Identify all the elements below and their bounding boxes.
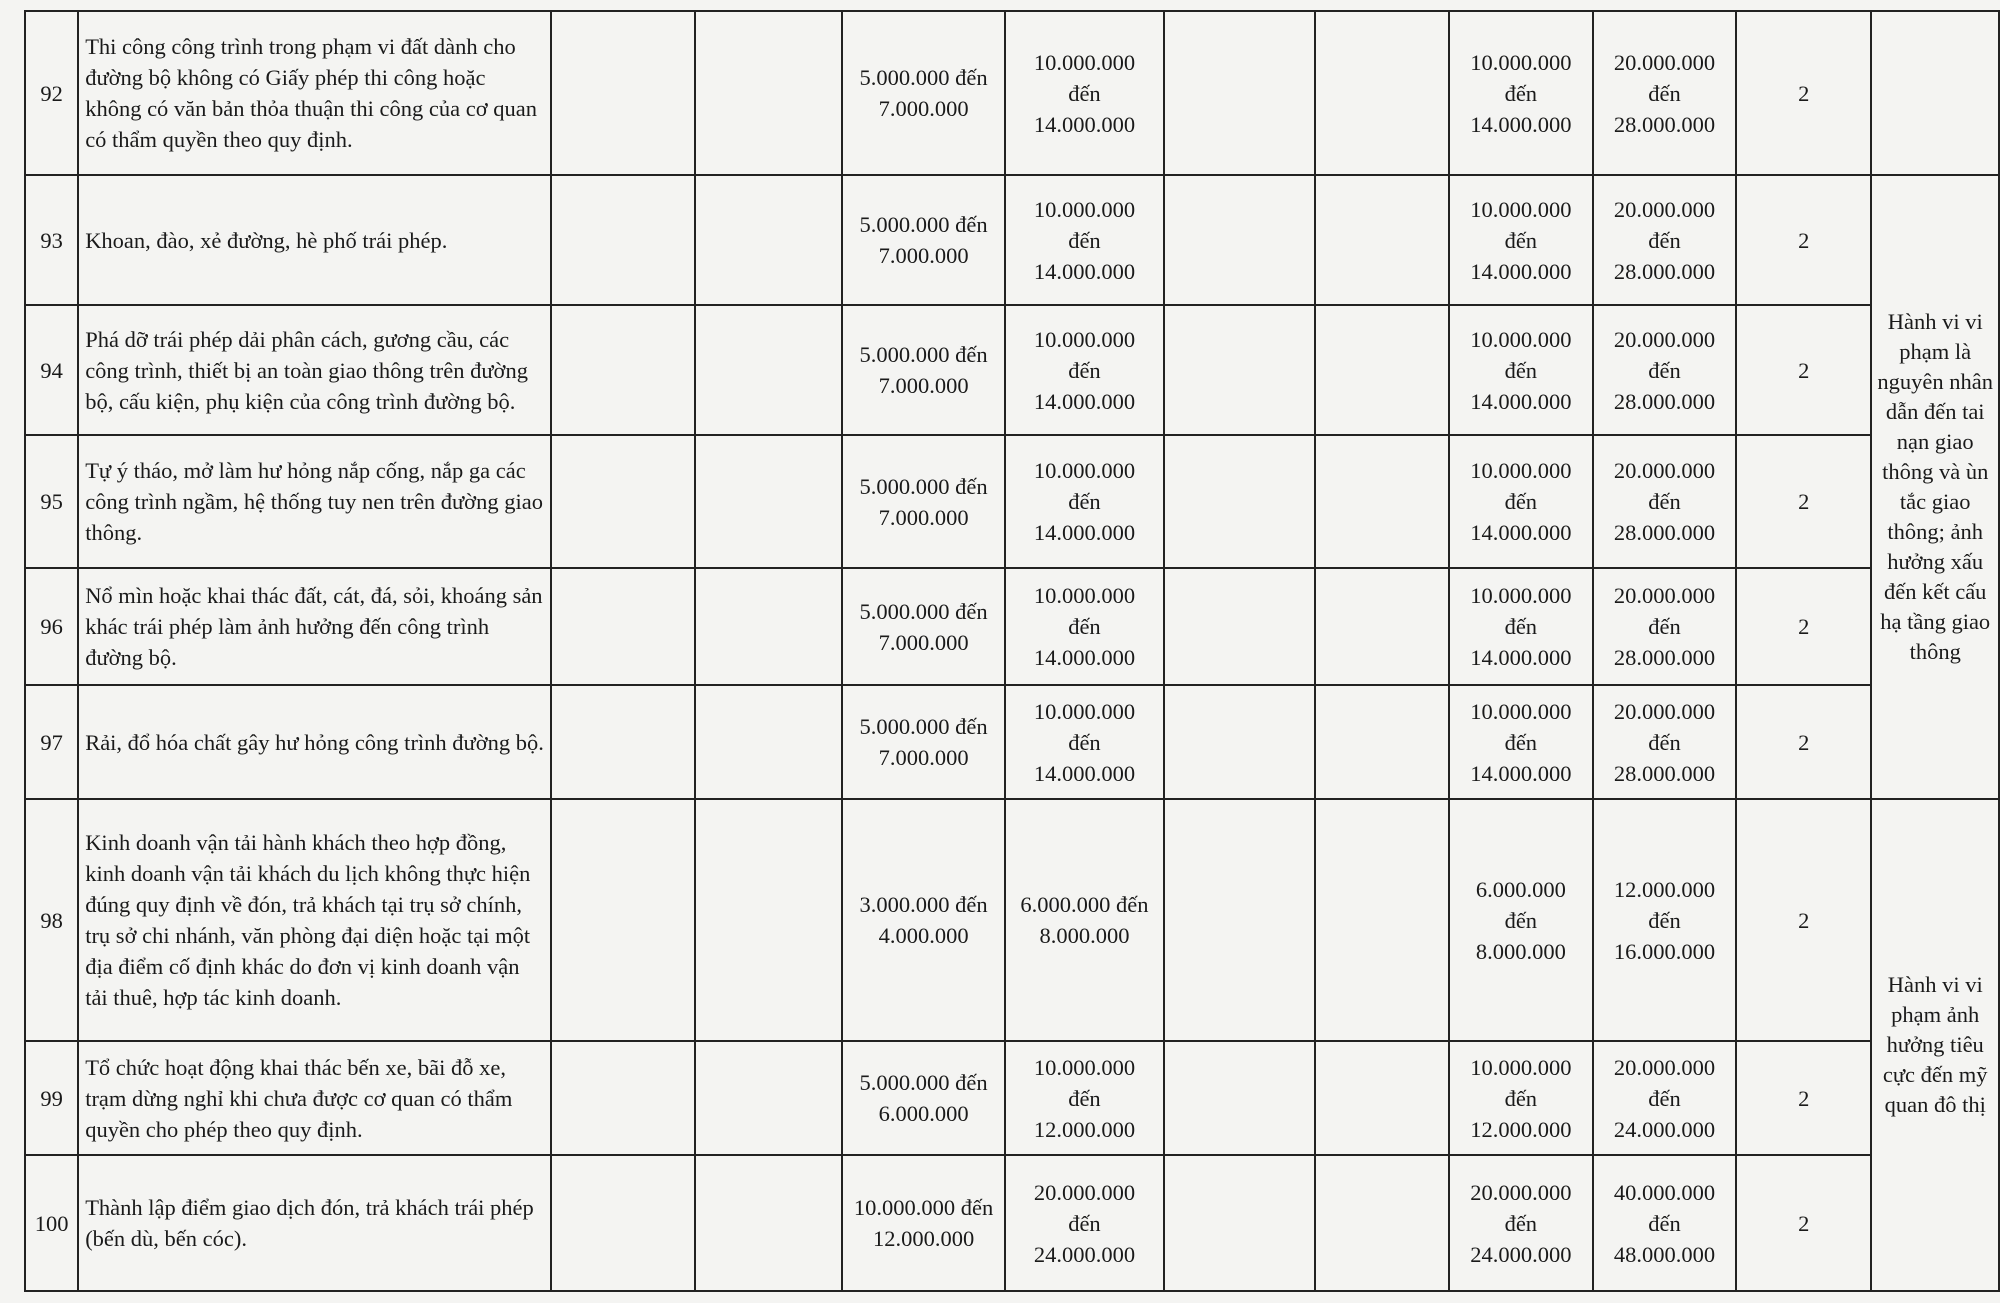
multiplier (1736, 435, 1871, 568)
cell-text: 14.000.000 (1470, 111, 1572, 137)
empty-cell (551, 685, 695, 799)
cell-text: 99 (40, 1085, 63, 1111)
fine-individual (842, 1155, 1005, 1291)
fine-organization-doubled (1593, 435, 1736, 568)
cell-text: 2 (1798, 227, 1810, 253)
row-number (25, 799, 78, 1041)
table-row (25, 11, 1999, 175)
cell-text: 20.000.000 (1613, 49, 1716, 75)
table-row (25, 1155, 1999, 1291)
table-row (25, 685, 1999, 799)
cell-text: 10.000.000 (1470, 458, 1572, 483)
cell-text: Kinh doanh vận tải hành khách theo hợp đồng, kinh doanh vận tải khách du lịch không thực hiện đúng quy định về đón, trả khách tại trụ sở chính, trụ sở chi nhánh, văn phòng đại diện hoặc tại một địa điểm cố định khác do đơn vị kinh doanh vận tải thuê, hợp tác kinh doanh. (85, 830, 531, 1010)
empty-cell (1315, 568, 1449, 685)
cell-text: đến (1648, 1085, 1681, 1111)
cell-text: 10.000.000 (1033, 583, 1136, 608)
table-row (25, 305, 1999, 435)
violation-description (78, 1155, 551, 1291)
fine-organization (1005, 568, 1163, 685)
cell-text: 12.000.000 (1033, 1116, 1136, 1142)
fine-individual (842, 435, 1005, 568)
fine-organization-doubled (1593, 568, 1736, 685)
cell-text: 10.000.000 (1033, 698, 1136, 724)
violation-description (78, 1041, 551, 1155)
fine-organization (1005, 175, 1163, 305)
row-number (25, 685, 78, 799)
row-number (25, 568, 78, 685)
cell-text: đến (1068, 729, 1101, 755)
cell-text: 48.000.000 (1613, 1241, 1716, 1267)
cell-text: 12.000.000 (1470, 1116, 1572, 1142)
fines-table (24, 10, 2000, 1292)
fine-individual (842, 1041, 1005, 1155)
fine-individual-doubled (1449, 1041, 1593, 1155)
cell-text: 20.000.000 (1613, 698, 1716, 724)
cell-text: 14.000.000 (1033, 388, 1136, 414)
cell-text: đến (1648, 227, 1681, 253)
empty-cell (1315, 799, 1449, 1041)
cell-text: Tổ chức hoạt động khai thác bến xe, bãi đỗ xe, trạm dừng nghỉ khi chưa được cơ quan có thẩm quyền cho phép theo quy định. (85, 1054, 513, 1142)
fine-organization-doubled (1593, 305, 1736, 435)
cell-text: 12.000.000 (1613, 876, 1716, 902)
empty-cell (1164, 799, 1315, 1041)
cell-text: đến (1648, 614, 1681, 639)
cell-text: 28.000.000 (1613, 111, 1716, 137)
cell-text: 16.000.000 (1613, 938, 1716, 964)
empty-cell (1164, 175, 1315, 305)
cell-text: 96 (40, 614, 63, 639)
group-note-2 (1871, 799, 1999, 1291)
table-row (25, 175, 1999, 305)
cell-text: 14.000.000 (1033, 760, 1136, 786)
empty-cell (1164, 1155, 1315, 1291)
table-row (25, 568, 1999, 685)
empty-cell (695, 1155, 842, 1291)
fine-individual (842, 305, 1005, 435)
cell-text: 8.000.000 (1039, 923, 1130, 948)
empty-cell (695, 685, 842, 799)
multiplier (1736, 305, 1871, 435)
fine-organization (1005, 305, 1163, 435)
cell-text: 28.000.000 (1613, 520, 1716, 545)
violation-description (78, 568, 551, 685)
cell-text: 5.000.000 đến 7.000.000 (859, 342, 988, 398)
cell-text: 2 (1798, 1210, 1810, 1236)
fine-organization-doubled (1593, 1041, 1736, 1155)
fine-individual-doubled (1449, 435, 1593, 568)
multiplier (1736, 11, 1871, 175)
cell-text: 14.000.000 (1033, 258, 1136, 284)
row-number (25, 175, 78, 305)
cell-text: 14.000.000 (1470, 388, 1572, 414)
cell-text: 95 (40, 489, 63, 514)
empty-cell (551, 435, 695, 568)
cell-text: 5.000.000 đến 7.000.000 (859, 65, 988, 121)
cell-text: 20.000.000 (1033, 1179, 1136, 1205)
cell-text: đến (1648, 357, 1681, 383)
cell-text: Thi công công trình trong phạm vi đất dành cho đường bộ không có Giấy phép thi công hoặc không có văn bản thỏa thuận thi công của cơ quan có thẩm quyền theo quy định. (85, 34, 537, 152)
cell-text: đến (1504, 907, 1538, 933)
table-row (25, 1041, 1999, 1155)
empty-cell (551, 799, 695, 1041)
cell-text: 2 (1798, 80, 1810, 106)
cell-text: 10.000.000 (1033, 1054, 1136, 1080)
fine-individual-doubled (1449, 1155, 1593, 1291)
empty-cell (1315, 685, 1449, 799)
cell-text: 3.000.000 đến 4.000.000 (859, 892, 988, 948)
cell-text: đến (1068, 1210, 1101, 1236)
fine-organization-doubled (1593, 175, 1736, 305)
cell-text: 10.000.000 (1470, 698, 1572, 724)
cell-text: đến (1504, 729, 1538, 755)
multiplier (1736, 1155, 1871, 1291)
cell-text: 10.000.000 (1470, 583, 1572, 608)
cell-text: 28.000.000 (1613, 258, 1716, 284)
cell-text: 6.000.000 đến (1020, 892, 1149, 917)
fine-organization (1005, 685, 1163, 799)
fine-individual-doubled (1449, 799, 1593, 1041)
cell-text: 28.000.000 (1613, 388, 1716, 414)
cell-text: 14.000.000 (1470, 258, 1572, 284)
multiplier (1736, 685, 1871, 799)
cell-text: 10.000.000 (1033, 196, 1136, 222)
cell-text: 20.000.000 (1613, 583, 1716, 608)
cell-text: 6.000.000 (1475, 876, 1566, 902)
cell-text: đến (1504, 1085, 1538, 1111)
cell-text: 10.000.000 (1470, 49, 1572, 75)
cell-text: 5.000.000 đến 7.000.000 (859, 714, 988, 770)
row-number (25, 1041, 78, 1155)
cell-text: đến (1504, 489, 1538, 514)
fine-organization (1005, 1155, 1163, 1291)
cell-text: 14.000.000 (1033, 111, 1136, 137)
cell-text: 10.000.000 (1033, 49, 1136, 75)
cell-text: 10.000.000 (1470, 326, 1572, 352)
cell-text: đến (1504, 80, 1538, 106)
cell-text: 2 (1798, 357, 1810, 383)
empty-cell (695, 305, 842, 435)
fine-organization (1005, 1041, 1163, 1155)
multiplier (1736, 799, 1871, 1041)
fine-individual-doubled (1449, 305, 1593, 435)
cell-text: 20.000.000 (1470, 1179, 1572, 1205)
cell-text: đến (1068, 80, 1101, 106)
cell-text: 8.000.000 (1475, 938, 1566, 964)
cell-text: 20.000.000 (1613, 458, 1716, 483)
cell-text: đến (1648, 729, 1681, 755)
cell-text: 10.000.000 (1033, 458, 1136, 483)
cell-text: 92 (40, 80, 63, 106)
cell-text: Nổ mìn hoặc khai thác đất, cát, đá, sỏi, khoáng sản khác trái phép làm ảnh hưởng đến công trình đường bộ. (85, 583, 543, 670)
violation-description (78, 435, 551, 568)
cell-text: đến (1068, 489, 1101, 514)
violation-description (78, 799, 551, 1041)
multiplier (1736, 175, 1871, 305)
cell-text: đến (1648, 80, 1681, 106)
row-number (25, 11, 78, 175)
multiplier (1736, 1041, 1871, 1155)
cell-text: 10.000.000 (1033, 326, 1136, 352)
cell-text: 2 (1798, 729, 1810, 755)
cell-text: đến (1504, 357, 1538, 383)
cell-text: 20.000.000 (1613, 196, 1716, 222)
empty-cell (1164, 685, 1315, 799)
cell-text: Tự ý tháo, mở làm hư hỏng nắp cống, nắp ga các công trình ngầm, hệ thống tuy nen trên đường giao thông. (85, 458, 543, 545)
cell-text: 100 (34, 1210, 69, 1236)
empty-cell (1164, 568, 1315, 685)
cell-text: 97 (40, 729, 63, 755)
cell-text: 24.000.000 (1470, 1241, 1572, 1267)
cell-text: đến (1504, 227, 1538, 253)
cell-text: 14.000.000 (1470, 760, 1572, 786)
row-number (25, 435, 78, 568)
empty-cell (695, 175, 842, 305)
empty-cell (1164, 11, 1315, 175)
empty-cell (695, 568, 842, 685)
cell-text: 5.000.000 đến 7.000.000 (859, 598, 988, 655)
empty-cell (1164, 305, 1315, 435)
row-number (25, 1155, 78, 1291)
fine-individual (842, 175, 1005, 305)
fine-individual-doubled (1449, 11, 1593, 175)
empty-cell (1164, 435, 1315, 568)
empty-cell (695, 799, 842, 1041)
empty-cell (695, 11, 842, 175)
cell-text: 5.000.000 đến 6.000.000 (859, 1070, 988, 1126)
cell-text: 14.000.000 (1033, 520, 1136, 545)
empty-cell (1315, 11, 1449, 175)
cell-text: 2 (1798, 489, 1810, 514)
cell-text: 5.000.000 đến 7.000.000 (859, 212, 988, 268)
cell-text: Rải, đổ hóa chất gây hư hỏng công trình đường bộ. (85, 729, 544, 755)
cell-text: 14.000.000 (1470, 520, 1572, 545)
cell-text: đến (1648, 489, 1681, 514)
fine-individual (842, 568, 1005, 685)
cell-text: đến (1068, 1085, 1101, 1111)
empty-cell (551, 1155, 695, 1291)
cell-text: Hành vi vi phạm là nguyên nhân dẫn đến tai nạn giao thông và ùn tắc giao thông; ảnh hưởng xấu đến kết cấu hạ tầng giao thông (1877, 309, 1994, 664)
cell-text: 14.000.000 (1033, 645, 1136, 670)
empty-cell (551, 305, 695, 435)
violation-description (78, 175, 551, 305)
fine-individual-doubled (1449, 175, 1593, 305)
fine-individual (842, 685, 1005, 799)
cell-text: đến (1504, 614, 1538, 639)
cell-text: đến (1068, 357, 1101, 383)
empty-cell (1315, 435, 1449, 568)
cell-text: 24.000.000 (1033, 1241, 1136, 1267)
fine-individual-doubled (1449, 685, 1593, 799)
multiplier (1736, 568, 1871, 685)
cell-text: Thành lập điểm giao dịch đón, trả khách trái phép (bến dù, bến cóc). (85, 1195, 534, 1251)
violation-description (78, 305, 551, 435)
empty-cell (1315, 175, 1449, 305)
cell-text: 28.000.000 (1613, 760, 1716, 786)
cell-text: Khoan, đào, xẻ đường, hè phố trái phép. (85, 227, 448, 253)
empty-cell (1871, 11, 1999, 175)
empty-cell (551, 1041, 695, 1155)
cell-text: Phá dỡ trái phép dải phân cách, gương cầu, các công trình, thiết bị an toàn giao thông trên đường bộ, cấu kiện, phụ kiện của công trình đường bộ. (85, 326, 528, 414)
cell-text: đến (1068, 227, 1101, 253)
group-note-1 (1871, 175, 1999, 799)
empty-cell (1164, 1041, 1315, 1155)
cell-text: đến (1068, 614, 1101, 639)
cell-text: 2 (1798, 1085, 1810, 1111)
fine-organization (1005, 11, 1163, 175)
cell-text: 20.000.000 (1613, 326, 1716, 352)
cell-text: 5.000.000 đến 7.000.000 (859, 473, 988, 530)
cell-text: đến (1648, 907, 1681, 933)
cell-text: 10.000.000 đến 12.000.000 (853, 1195, 994, 1251)
empty-cell (551, 11, 695, 175)
cell-text: 10.000.000 (1470, 196, 1572, 222)
fine-organization-doubled (1593, 799, 1736, 1041)
violation-description (78, 685, 551, 799)
fine-organization-doubled (1593, 1155, 1736, 1291)
fine-organization (1005, 799, 1163, 1041)
cell-text: 10.000.000 (1470, 1054, 1572, 1080)
fine-organization (1005, 435, 1163, 568)
cell-text: 2 (1798, 907, 1810, 933)
empty-cell (1315, 1041, 1449, 1155)
cell-text: 93 (40, 227, 63, 253)
row-number (25, 305, 78, 435)
empty-cell (551, 175, 695, 305)
cell-text: đến (1648, 1210, 1681, 1236)
cell-text: 2 (1798, 614, 1810, 639)
fine-organization-doubled (1593, 11, 1736, 175)
empty-cell (1315, 1155, 1449, 1291)
cell-text: 14.000.000 (1470, 645, 1572, 670)
cell-text: 20.000.000 (1613, 1054, 1716, 1080)
cell-text: 28.000.000 (1613, 645, 1716, 670)
cell-text: 94 (40, 357, 63, 383)
table-row (25, 435, 1999, 568)
fine-individual-doubled (1449, 568, 1593, 685)
empty-cell (695, 435, 842, 568)
empty-cell (551, 568, 695, 685)
violation-description (78, 11, 551, 175)
fine-individual (842, 799, 1005, 1041)
cell-text: Hành vi vi phạm ảnh hưởng tiêu cực đến mỹ quan đô thị (1882, 972, 1988, 1117)
cell-text: 24.000.000 (1613, 1116, 1716, 1142)
empty-cell (1315, 305, 1449, 435)
empty-cell (695, 1041, 842, 1155)
cell-text: đến (1504, 1210, 1538, 1236)
cell-text: 40.000.000 (1613, 1179, 1716, 1205)
fine-organization-doubled (1593, 685, 1736, 799)
cell-text: 98 (40, 907, 63, 933)
fine-individual (842, 11, 1005, 175)
table-row (25, 799, 1999, 1041)
